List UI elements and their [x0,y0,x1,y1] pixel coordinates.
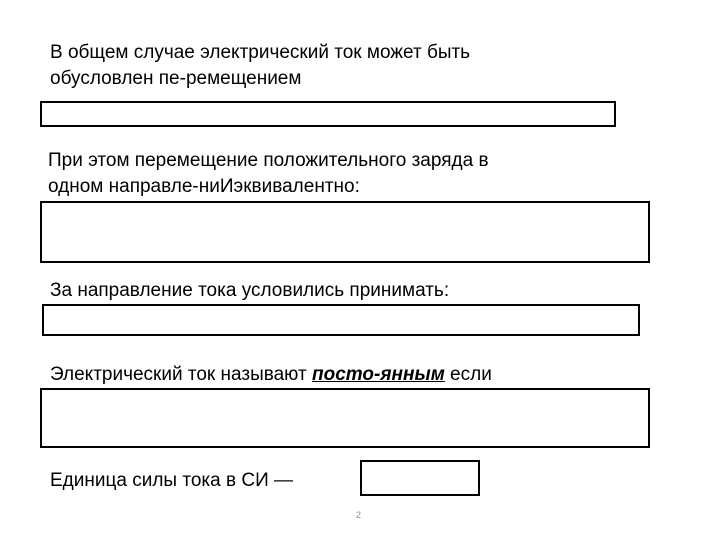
statement-4-suffix: если [444,364,492,385]
statement-2-line-2: одном направле-ниИэквивалентно: [48,176,360,197]
statement-5: Единица силы тока в СИ — [50,470,294,491]
page-number: 2 [356,510,362,520]
statement-3: За направление тока условились принимать: [50,280,450,301]
answer-box-1[interactable] [40,101,616,127]
statement-1-line-2: обусловлен пе-ремещением [50,68,302,89]
answer-box-2[interactable] [40,201,650,263]
answer-box-3[interactable] [42,304,640,336]
answer-box-4[interactable] [40,388,650,448]
statement-4 [50,362,492,388]
statement-1-line-1: В общем случае электрический ток может быть [50,42,471,63]
statement-4-prefix: Электрический ток называют [50,364,312,385]
statement-2-line-1: При этом перемещение положительного заряда в [48,150,489,171]
emphasized-term: посто-янным [312,364,445,385]
answer-box-5[interactable] [360,460,480,496]
